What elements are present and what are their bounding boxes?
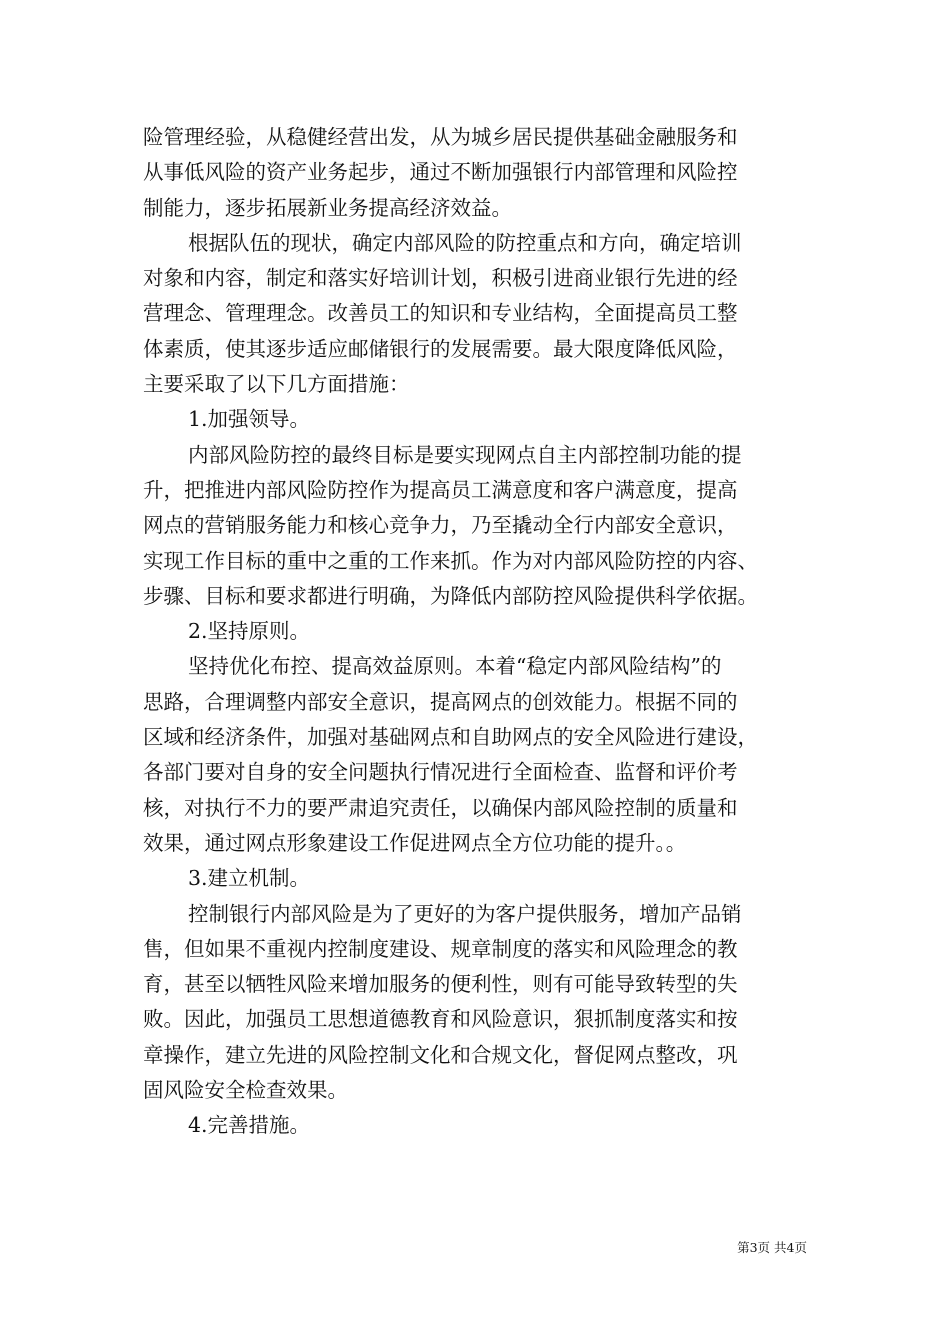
text-line: 营理念、管理理念。改善员工的知识和专业结构，全面提高员工整 [143,301,738,326]
text-line: 控制银行内部风险是为了更好的为客户提供服务，增加产品销 [188,901,742,926]
text-line: 败。因此，加强员工思想道德教育和风险意识，狠抓制度落实和按 [143,1007,738,1032]
text-line: 主要采取了以下几方面措施： [143,372,410,397]
text-line: 1.加强领导。 [188,407,311,432]
text-line: 3.建立机制。 [188,866,311,891]
text-line: 内部风险防控的最终目标是要实现网点自主内部控制功能的提 [188,442,742,467]
text-line: 从事低风险的资产业务起步，通过不断加强银行内部管理和风险控 [143,160,738,185]
text-line: 步骤、目标和要求都进行明确，为降低内部防控风险提供科学依据。 [143,583,758,608]
text-line: 升，把推进内部风险防控作为提高员工满意度和客户满意度，提高 [143,477,738,502]
text-line: 2.坚持原则。 [188,619,311,644]
text-line: 区域和经济条件，加强对基础网点和自助网点的安全风险进行建设， [143,725,758,750]
text-line: 固风险安全检查效果。 [143,1078,348,1103]
text-line: 各部门要对自身的安全问题执行情况进行全面检查、监督和评价考 [143,760,738,785]
text-line: 根据队伍的现状，确定内部风险的防控重点和方向，确定培训 [188,230,742,255]
text-line: 思路，合理调整内部安全意识，提高网点的创效能力。根据不同的 [143,689,738,714]
text-line: 坚持优化布控、提高效益原则。本着“稳定内部风险结构”的 [188,654,722,679]
text-line: 制能力，逐步拓展新业务提高经济效益。 [143,195,512,220]
text-line: 险管理经验，从稳健经营出发，从为城乡居民提供基础金融服务和 [143,125,738,149]
page-number-footer: 第3页 共4页 [737,1240,807,1255]
text-line: 对象和内容，制定和落实好培训计划，积极引进商业银行先进的经 [143,266,738,291]
text-line: 4.完善措施。 [188,1113,311,1138]
text-line: 网点的营销服务能力和核心竞争力，乃至撬动全行内部安全意识， [143,513,738,538]
text-line: 实现工作目标的重中之重的工作来抓。作为对内部风险防控的内容、 [143,548,758,573]
text-line: 核，对执行不力的要严肃追究责任，以确保内部风险控制的质量和 [143,795,738,820]
text-line: 效果，通过网点形象建设工作促进网点全方位功能的提升。。 [143,830,687,855]
text-line: 售，但如果不重视内控制度建设、规章制度的落实和风险理念的教 [143,936,738,961]
document-body [143,120,815,1144]
text-line: 章操作，建立先进的风险控制文化和合规文化，督促网点整改，巩 [143,1042,738,1067]
text-line: 体素质，使其逐步适应邮储银行的发展需要。最大限度降低风险， [143,336,738,361]
text-line: 育，甚至以牺牲风险来增加服务的便利性，则有可能导致转型的失 [143,972,738,997]
